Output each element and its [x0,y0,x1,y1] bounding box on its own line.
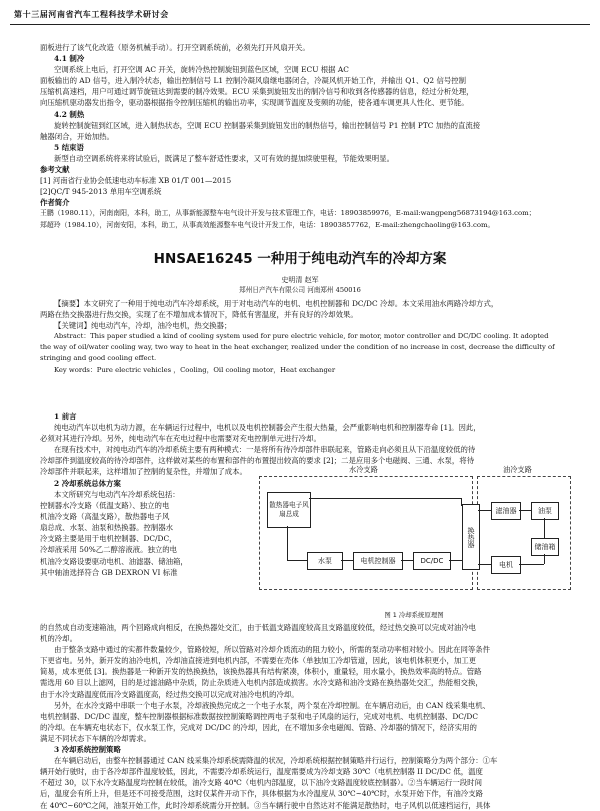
text-line: 纯电动汽车以电机为动力源，在车辆运行过程中，电机以及电机控制器会产生很大热量，会严重影响电机和控制器寿命 [1]。因此， [54,423,481,433]
text-line: 在车辆启动后，由整车控制器通过 CAN 线采集冷却系统需降温的状况，冷却系统根据控制策略并行运行，控制策略分为两个部分：①车 [54,756,498,766]
water-branch-label: 水冷支路 [349,465,378,474]
cooling-system-figure [255,462,573,620]
text-line: 机油冷支路设要驱动电机、油滤器、储油箱， [40,556,188,566]
text-line: 触器闭合，开始加热。 [40,131,114,141]
text-line: 空调系统上电后，打开空调 AC 开关，旋转冷热控制旋钮到蓝色区域，空调 ECU 根据 AC [54,65,349,75]
body-main [40,622,572,811]
text-line: 简易，成本更低 [3]。换热器是一种新开发的热换换热，该换热器具有结构紧凑，体积小，重量轻，用水量小，换热效率高的特点。管路 [40,667,482,677]
text-line: 其中轴油选择符合 GB DEXRON VI 标准 [40,567,178,577]
motor-controller-box: 电机控制器 [353,552,403,570]
text-line: 后，温度会有所上升，但是还不可接受范围，这时仅某件开动下作，具体根据为水冷温度从 30℃~40℃时，水泵开始下作，有油冷支路 [40,789,483,799]
text-line: 必须对其进行冷却。另外，纯电动汽车在充电过程中也需要对充电控制单元进行冷却。 [40,434,321,444]
abstract-en: stringing and good cooling effect. [40,354,157,363]
figure-caption: 图 1 冷却系统原理图 [384,611,444,619]
text-line: 机油冷支路（高温支路），散热器电子风 [40,512,170,522]
text-line: 控制器水冷支路（低温支路）、独立的电 [40,501,170,511]
text-line: 下更省电。另外，新开发的油冷电机，冷却油直接进到电机内部，不需要在壳体（单独加工冷却管道，因此，该电机体积更小，加工更 [40,656,477,666]
abstract-en: the way of oil/water cooling way, two way to heat in the heat exchanger, realized under the condition of no increase in cost, decrease the difficulty of [40,343,555,352]
abstract-en: Abstract：This paper studied a kind of cooling system used for pure electric vehicle, for motor, motor controller and DC/DC cooling. It adopted [54,332,549,341]
section-heading: 5 结束语 [54,142,84,152]
text-line: 辆开始行驶时，由于各冷却部件温度较低，因此，不需要冷却系统运行，温度需要成为冷却支路 30℃（电机控制器 II DC/DC 低，温度 [40,767,483,777]
radiator-fan-box: 散热器电子风扇总成 [267,492,311,528]
section-heading: 1 前言 [54,412,77,421]
text-line: 扇总成、水泵、油泵和热换器。控制器水 [40,523,174,533]
journal-header: 第十三届河南省汽车工程科技学术研讨会 [14,10,169,19]
text-line: 由于水冷支路温度低而冷支路温度高，经过热交换可以完成对油冷电机的冷却。 [40,689,299,699]
pipe-line [519,564,544,565]
water-pump-box: 水泵 [307,552,343,570]
keywords-en: Key words：Pure electric vehicles ，Cooling，Oil cooling motor，Heat exchanger [54,365,336,374]
text-line: 面板进行了该气化改造（原务机械手动）。打开空调系统前，必须先打开风扇开关。 [40,43,310,52]
oil-filter-box: 滤油器 [491,502,521,520]
abstract-cn: 两路在热交换器进行热交换，实现了在不增加成本情况下，降低有害温度，并有良好的冷却效果。 [40,310,358,320]
author-info: 王鹏（1980.11），河南南阳，本科，助工，从事新能源整车电气设计开发与技术管理工作，电话：18903859976，E-mail:wangpeng56873194@163.com； [40,209,536,218]
pipe-line [287,526,288,560]
keywords-cn: 【关键词】纯电动汽车，冷却，油冷电机，热交换器； [54,321,232,331]
text-line: 冷却部件并联起来，这样增加了控制的复杂性，并增加了成本。 [40,467,247,477]
pipe-line [478,510,491,511]
previous-article-tail [40,42,572,231]
text-line: 压缩机高速档，用户可通过调节旋钮达到需要的制冷效果。ECU 采集到旋钮发出的制冷信号和收到各传感器的信息，经过分析处理， [40,87,474,97]
reference-item: [1] 河南省行业协会低速电动车标准 XB 01/T 001—2015 [40,176,232,186]
text-line: 向压缩机驱动器发出指令，驱动器根据指令控制压缩机的输出功率，实现调节温度及变频的功能，使各通车调更具人性化、更节能。 [40,98,469,108]
pipe-line [309,498,462,499]
text-line: 冷支路主要是用于电机控制器、DC/DC， [40,534,177,544]
motor-box: 电机 [491,556,521,574]
pipe-line [341,560,353,561]
pipe-line [461,498,462,506]
text-line: 本文所研究与电动汽车冷却系统包括： [54,490,180,499]
pipe-line [544,554,545,564]
oil-tank-box: 储油箱 [531,538,559,556]
text-line: 电机控制器、DC/DC 温度，整车控制器根据标准数据按控制策略调控两电子泵和电子风扇的运行，完成对电机、电机控制器、DC/DC [40,711,478,721]
section-heading: 2 冷却系统总体方案 [54,478,121,488]
article-affiliation: 郑州日产汽车有限公司 河南郑州 450016 [239,286,361,294]
abstract-block [40,298,572,376]
pipe-line [478,564,491,565]
pipe-line [287,560,307,561]
pipe-line [544,518,545,538]
text-line: 面板输出的 AD 信号，进入制冷状态，输出控制信号 L1 控制冷凝风扇继电器闭合，冷凝风机开始工作，并输出 Q1、Q2 信号控制 [40,76,467,86]
text-line: 旋转控制旋钮到红区域，进入制热状态，空调 ECU 控制器采集到旋钮发出的制热信号，输出控制信号 P1 控制 PTC 加热的直流接 [54,120,481,130]
article-title: HNSAE16245 一种用于纯电动汽车的冷却方案 [153,251,447,267]
section-heading: 3 冷却系统控制策略 [54,745,121,755]
text-line: 不超过 30，以下水冷支路温度均控制在较低，油冷支路 40℃（电机内部温度，以下油冷支路温度较底控制器）。②当车辆运行一段时间 [40,778,482,788]
author-info: 郑超玲（1984.10），河南安阳，本科，助工，从事高效能源整车电气设计开发工作，电话：18903857762，E-mail:zhengchaoling@163.com。 [40,220,495,229]
text-line: 由于整条支路中通过的实都件数量较少，管路较短，所以管路对冷却介质流动的阻力较小，所需的泵动功率相对较小。因此在同等条件 [54,645,491,655]
oil-pump-box: 油泵 [531,502,559,520]
header-rule [10,24,590,25]
text-line: 在现有技术中，对纯电动汽车的冷却系统主要有两种模式：一是将所有待冷却部件串联起来，管路走向必须且从下沿温度较低的待 [54,445,476,455]
text-line: 的冷却。在车辆充电状态下，仅水泵工作，完成对 DC/DC 的冷却，因此，在不增加多余电磁阀、管路、冷却器的情况下，经济实用的 [40,722,477,732]
pipe-line [401,560,413,561]
pipe-line [519,510,531,511]
heat-exchanger-box: 换热器 [462,504,480,570]
dcdc-box: DC/DC [413,552,451,570]
pipe-line [449,560,462,561]
author-info-heading: 作者简介 [40,198,70,208]
references-heading: 参考文献 [40,165,70,175]
text-line: 需选用 60 目以上滤网，目的是过滤油路中杂质，防止杂质进入电机内部造成损害。水冷支路和油冷支路在换热器处交汇，热能相交换， [40,678,483,688]
text-line: 机的冷却。 [40,634,77,644]
text-line: 的自然成自动变速箱油，两个回路成向相反，在换热器处交汇，由于低温支路温度较高且支路温度较低，经过热交换可以完成对油冷电 [40,623,477,632]
section-heading: 4.1 制冷 [54,54,85,64]
text-line: 满足不同状态下车辆的冷却需求。 [40,733,151,743]
article-authors: 史明清 赵军 [281,276,319,284]
text-line: 在 40℃~60℃之间，油泵开始工作，此时冷却系统需分开控制。③当车辆行驶中自然达对不能满足散热时，电子风机以低速档运行，具体 [40,800,491,810]
oil-branch-label: 油冷支路 [503,465,532,474]
reference-item: [2]QC/T 945-2013 单用车空调系统 [40,187,162,197]
abstract-cn: 【摘要】本文研究了一种用于纯电动汽车冷却系统，用于对电动汽车的电机、电机控制器和 DC/DC 冷却。本文采用油水两路冷却方式， [54,299,499,308]
text-line: 冷却部件到温度较高的待冷却部件，这样做对某些的布置和部件的布置提出较高的要求 [2]；二是应用多个电磁阀、三通、水泵，将待 [40,456,475,466]
section-heading: 4.2 制热 [54,109,85,119]
text-line: 另外，在水冷支路中串联一个电子水泵，冷却液换热完成之一个电子水泵，两个泵在冷却控制。在车辆启动后，由 CAN 线采集电机、 [54,700,491,710]
text-line: 冷却液采用 50%乙二醇溶液液。独立的电 [40,545,178,555]
text-line: 新型自动空调系统将来将试验后，既满足了整车舒适性要求，又可有效的提加续驶里程，节能效果明显。 [54,153,394,163]
